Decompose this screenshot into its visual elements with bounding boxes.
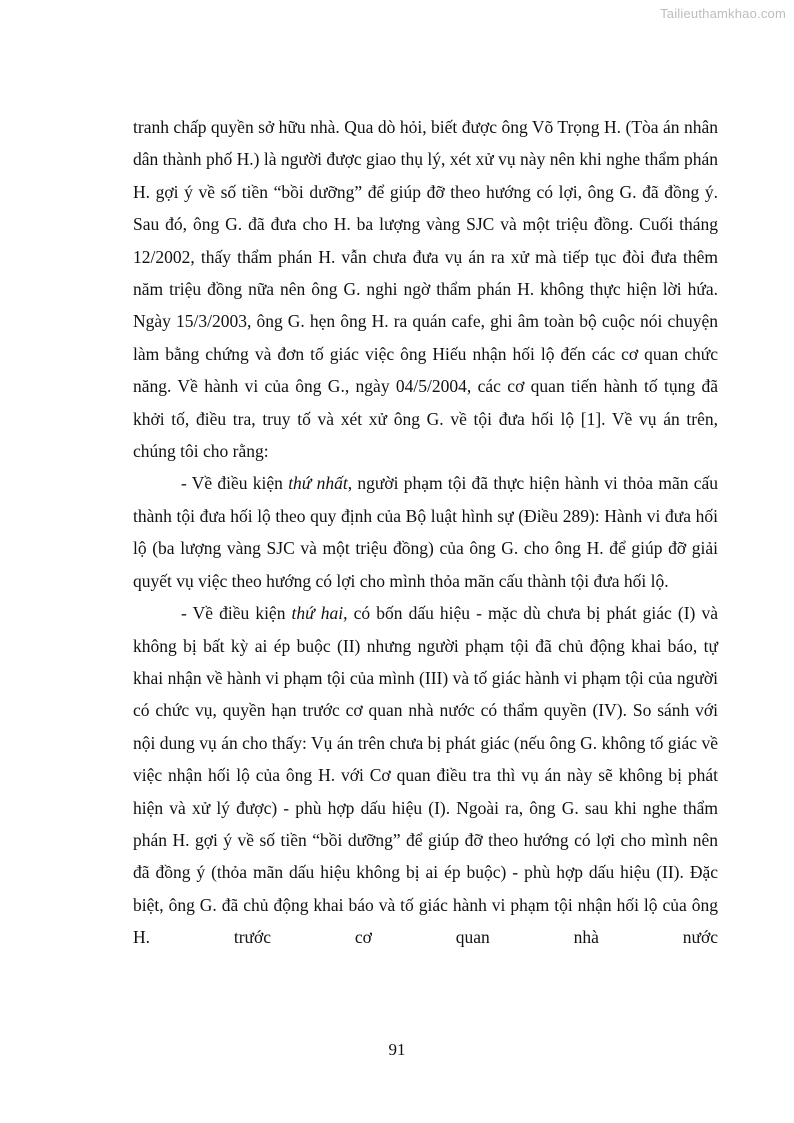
paragraph-first-condition xyxy=(133,467,718,597)
document-body xyxy=(133,111,718,954)
paragraph-second-condition xyxy=(133,597,718,953)
emphasis-first: thứ nhất xyxy=(288,473,348,494)
paragraph-second-condition-text: , có bốn dấu hiệu - mặc dù chưa bị phát giác (I) và không bị bất kỳ ai ép buộc (II) nhưng người phạm tội đã chủ động khai báo, tự khai nhận về hành vi phạm tội của mình (III) và tố giác hành vi phạm tội của người có chức vụ, quyền hạn trước cơ quan nhà nước có thẩm quyền (IV). So sánh với nội dung vụ án cho thấy: Vụ án trên chưa bị phát giác (nếu ông G. không tố giác về việc nhận hối lộ của ông H. với Cơ quan điều tra thì vụ án này sẽ không bị phát hiện và xử lý được) - phù hợp dấu hiệu (I). Ngoài ra, ông G. sau khi nghe thẩm phán H. gợi ý về số tiền “bồi dưỡng” để giúp đỡ theo hướng có lợi cho mình nên đã đồng ý (thỏa mãn dấu hiệu không bị ai ép buộc) - phù hợp dấu hiệu (II). Đặc biệt, ông G. đã chủ động khai báo và tố giác hành vi phạm tội nhận hối lộ của ông H. trước cơ quan nhà nước xyxy=(133,603,718,948)
page-number: 91 xyxy=(388,1040,406,1059)
emphasis-second: thứ hai xyxy=(291,603,344,624)
paragraph-second-condition-lead: - Về điều kiện xyxy=(181,603,292,624)
paragraph-first-condition-text: , người phạm tội đã thực hiện hành vi thỏa mãn cấu thành tội đưa hối lộ theo quy định của Bộ luật hình sự (Điều 289): Hành vi đưa hối lộ (ba lượng vàng SJC và một triệu đồng) của ông G. cho ông H. để giúp đỡ giải quyết vụ việc theo hướng có lợi cho mình thỏa mãn cấu thành tội đưa hối lộ. xyxy=(133,473,718,591)
paragraph-first-condition-lead: - Về điều kiện xyxy=(181,473,289,494)
paragraph-case-summary: tranh chấp quyền sở hữu nhà. Qua dò hỏi, biết được ông Võ Trọng H. (Tòa án nhân dân thành phố H.) là người được giao thụ lý, xét xử vụ này nên khi nghe thẩm phán H. gợi ý về số tiền “bồi dưỡng” để giúp đỡ theo hướng có lợi, ông G. đã đồng ý. Sau đó, ông G. đã đưa cho H. ba lượng vàng SJC và một triệu đồng. Cuối tháng 12/2002, thấy thẩm phán H. vẫn chưa đưa vụ án ra xử mà tiếp tục đòi đưa thêm năm triệu đồng nữa nên ông G. nghi ngờ thẩm phán H. không thực hiện lời hứa. Ngày 15/3/2003, ông G. hẹn ông H. ra quán cafe, ghi âm toàn bộ cuộc nói chuyện làm bằng chứng và đơn tố giác việc ông Hiếu nhận hối lộ đến các cơ quan chức năng. Về hành vi của ông G., ngày 04/5/2004, các cơ quan tiến hành tố tụng đã khởi tố, điều tra, truy tố và xét xử ông G. về tội đưa hối lộ [1]. Về vụ án trên, chúng tôi cho rằng: xyxy=(133,117,718,462)
watermark: Tailieuthamkhao.com xyxy=(660,6,786,21)
